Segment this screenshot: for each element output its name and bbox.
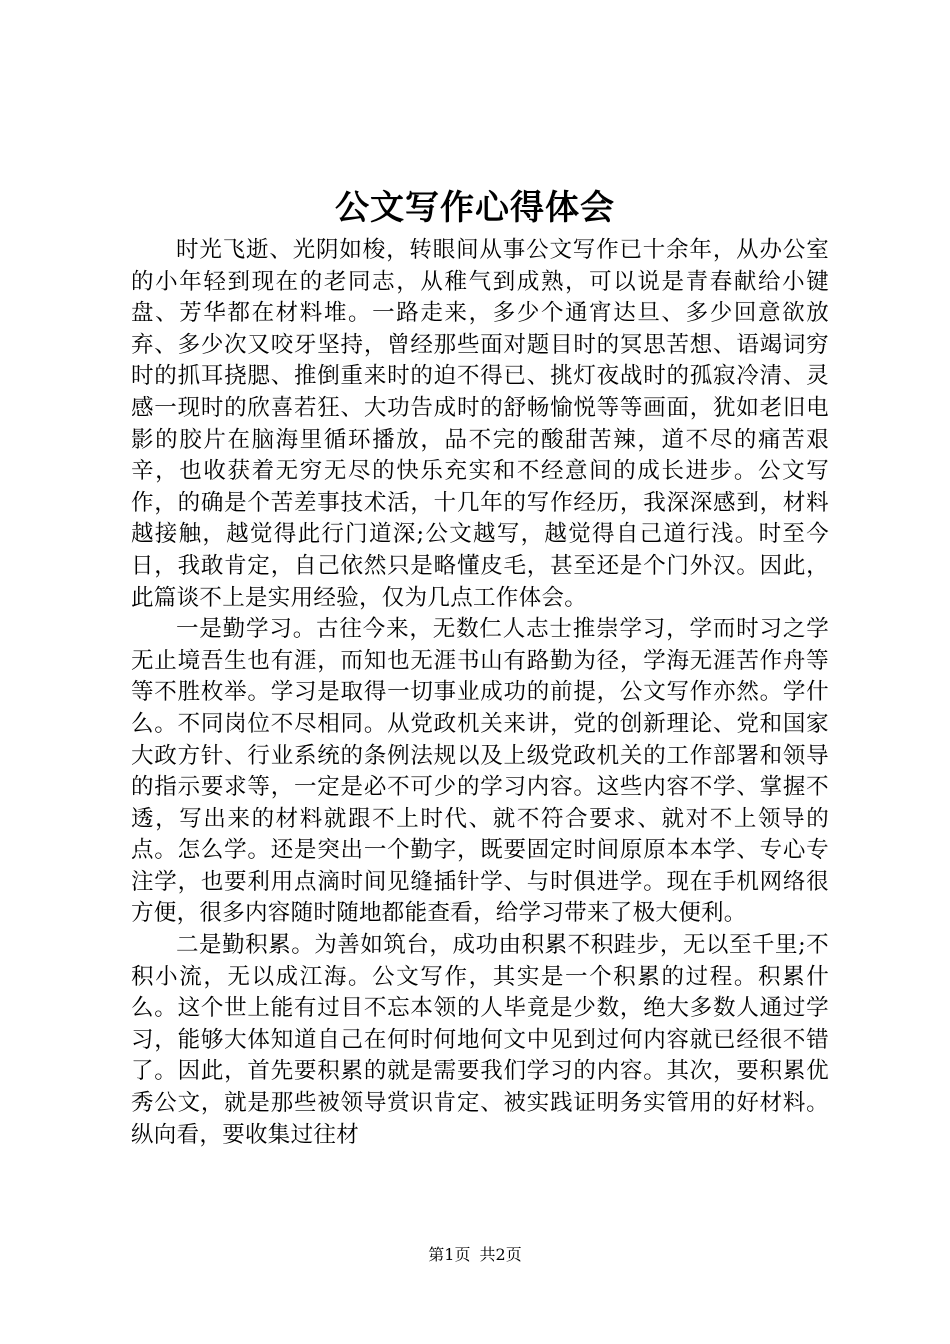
page-footer (0, 1243, 950, 1267)
page-number-total: 共2页 (479, 1245, 522, 1264)
paragraph-intro: 时光飞逝、光阴如梭，转眼间从事公文写作已十余年，从办公室的小年轻到现在的老同志，从稚气到成熟，可以说是青春献给小键盘、芳华都在材料堆。一路走来，多少个通宵达旦、多少回意欲放弃、多少次又咬牙坚持，曾经那些面对题目时的冥思苦想、语竭词穷时的抓耳挠腮、推倒重来时的迫不得已、挑灯夜战时的孤寂冷清、灵感一现时的欣喜若狂、大功告成时的舒畅愉悦等等画面，犹如老旧电影的胶片在脑海里循环播放，品不完的酸甜苦辣，道不尽的痛苦艰辛，也收获着无穷无尽的快乐充实和不经意间的成长进步。公文写作，的确是个苦差事技术活，十几年的写作经历，我深深感到，材料越接触，越觉得此行门道深;公文越写，越觉得自己道行浅。时至今日，我敢肯定，自己依然只是略懂皮毛，甚至还是个门外汉。因此，此篇谈不上是实用经验，仅为几点工作体会。 (131, 237, 829, 611)
document-title: 公文写作心得体会 (335, 188, 615, 228)
document-body (131, 235, 829, 1151)
page-number-current: 第1页 (428, 1245, 471, 1264)
paragraph-accumulate: 二是勤积累。为善如筑台，成功由积累不积跬步，无以至千里;不积小流，无以成江海。公文写作，其实是一个积累的过程。积累什么。这个世上能有过目不忘本领的人毕竟是少数，绝大多数人通过学习，能够大体知道自己在何时何地何文中见到过何内容就已经很不错了。因此，首先要积累的就是需要我们学习的内容。其次，要积累优秀公文，就是那些被领导赏识肯定、被实践证明务实管用的好材料。纵向看，要收集过往材 (131, 932, 829, 1148)
paragraph-study: 一是勤学习。古往今来，无数仁人志士推崇学习，学而时习之学无止境吾生也有涯，而知也无涯书山有路勤为径，学海无涯苦作舟等等不胜枚举。学习是取得一切事业成功的前提，公文写作亦然。学什么。不同岗位不尽相同。从党政机关来讲，党的创新理论、党和国家大政方针、行业系统的条例法规以及上级党政机关的工作部署和领导的指示要求等，一定是必不可少的学习内容。这些内容不学、掌握不透，写出来的材料就跟不上时代、就不符合要求、就对不上领导的点。怎么学。还是突出一个勤字，既要固定时间原原本本学、专心专注学，也要利用点滴时间见缝插针学、与时俱进学。现在手机网络很方便，很多内容随时随地都能查看，给学习带来了极大便利。 (131, 616, 829, 927)
